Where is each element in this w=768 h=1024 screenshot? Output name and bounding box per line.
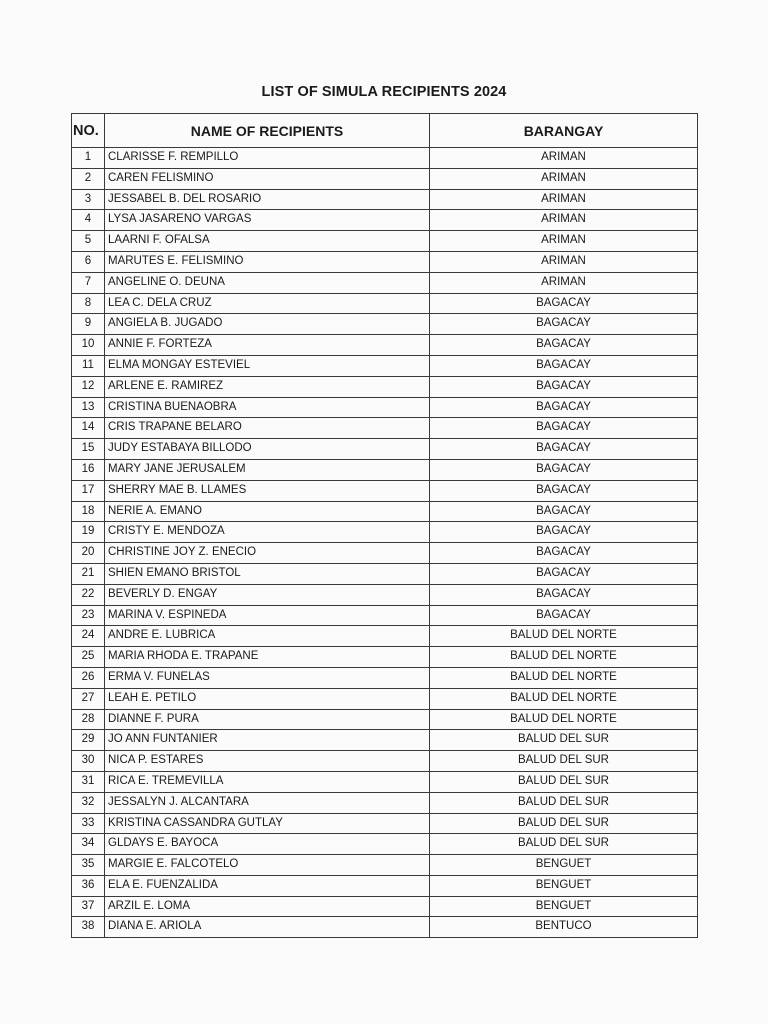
column-header-barangay: BARANGAY xyxy=(430,114,698,148)
row-number: 9 xyxy=(72,314,105,335)
recipient-name: MARGIE E. FALCOTELO xyxy=(105,855,430,876)
barangay-name: BALUD DEL NORTE xyxy=(430,667,698,688)
barangay-name: BAGACAY xyxy=(430,335,698,356)
table-row xyxy=(72,397,698,418)
table-body xyxy=(72,148,698,938)
barangay-name: ARIMAN xyxy=(430,189,698,210)
recipient-name: MARUTES E. FELISMINO xyxy=(105,251,430,272)
barangay-name: ARIMAN xyxy=(430,231,698,252)
barangay-name: BENGUET xyxy=(430,855,698,876)
table-row xyxy=(72,875,698,896)
barangay-name: ARIMAN xyxy=(430,272,698,293)
row-number: 35 xyxy=(72,855,105,876)
row-number: 31 xyxy=(72,771,105,792)
barangay-name: BAGACAY xyxy=(430,376,698,397)
row-number: 28 xyxy=(72,709,105,730)
barangay-name: BAGACAY xyxy=(430,397,698,418)
table-row xyxy=(72,647,698,668)
row-number: 12 xyxy=(72,376,105,397)
row-number: 16 xyxy=(72,459,105,480)
recipient-name: DIANA E. ARIOLA xyxy=(105,917,430,938)
row-number: 37 xyxy=(72,896,105,917)
table-row xyxy=(72,231,698,252)
barangay-name: ARIMAN xyxy=(430,148,698,169)
recipient-name: SHIEN EMANO BRISTOL xyxy=(105,563,430,584)
table-row xyxy=(72,563,698,584)
barangay-name: BENTUCO xyxy=(430,917,698,938)
recipient-name: ANGIELA B. JUGADO xyxy=(105,314,430,335)
table-row xyxy=(72,148,698,169)
row-number: 1 xyxy=(72,148,105,169)
recipient-name: CLARISSE F. REMPILLO xyxy=(105,148,430,169)
barangay-name: BAGACAY xyxy=(430,355,698,376)
barangay-name: BAGACAY xyxy=(430,418,698,439)
row-number: 26 xyxy=(72,667,105,688)
recipient-name: DIANNE F. PURA xyxy=(105,709,430,730)
row-number: 2 xyxy=(72,168,105,189)
table-row xyxy=(72,896,698,917)
recipient-name: BEVERLY D. ENGAY xyxy=(105,584,430,605)
table-row xyxy=(72,730,698,751)
table-row xyxy=(72,522,698,543)
table-row xyxy=(72,314,698,335)
recipient-name: MARIA RHODA E. TRAPANE xyxy=(105,647,430,668)
table-header xyxy=(72,114,698,148)
recipient-name: NICA P. ESTARES xyxy=(105,751,430,772)
row-number: 36 xyxy=(72,875,105,896)
row-number: 25 xyxy=(72,647,105,668)
table-row xyxy=(72,709,698,730)
row-number: 18 xyxy=(72,501,105,522)
table-row xyxy=(72,917,698,938)
barangay-name: BALUD DEL NORTE xyxy=(430,626,698,647)
recipient-name: KRISTINA CASSANDRA GUTLAY xyxy=(105,813,430,834)
column-header-name: NAME OF RECIPIENTS xyxy=(105,114,430,148)
barangay-name: ARIMAN xyxy=(430,210,698,231)
row-number: 7 xyxy=(72,272,105,293)
barangay-name: BALUD DEL SUR xyxy=(430,751,698,772)
recipient-name: NERIE A. EMANO xyxy=(105,501,430,522)
table-row xyxy=(72,834,698,855)
recipient-name: CRISTINA BUENAOBRA xyxy=(105,397,430,418)
row-number: 15 xyxy=(72,439,105,460)
barangay-name: BAGACAY xyxy=(430,439,698,460)
page-title: LIST OF SIMULA RECIPIENTS 2024 xyxy=(261,84,507,100)
recipient-name: MARINA V. ESPINEDA xyxy=(105,605,430,626)
row-number: 29 xyxy=(72,730,105,751)
recipient-name: LAARNI F. OFALSA xyxy=(105,231,430,252)
row-number: 10 xyxy=(72,335,105,356)
barangay-name: BALUD DEL SUR xyxy=(430,792,698,813)
table-row xyxy=(72,210,698,231)
table-row xyxy=(72,584,698,605)
recipient-name: ERMA V. FUNELAS xyxy=(105,667,430,688)
barangay-name: BAGACAY xyxy=(430,522,698,543)
barangay-name: BAGACAY xyxy=(430,584,698,605)
row-number: 6 xyxy=(72,251,105,272)
barangay-name: ARIMAN xyxy=(430,251,698,272)
row-number: 5 xyxy=(72,231,105,252)
recipient-name: JUDY ESTABAYA BILLODO xyxy=(105,439,430,460)
table-row xyxy=(72,272,698,293)
table-row xyxy=(72,335,698,356)
barangay-name: BAGACAY xyxy=(430,543,698,564)
table-row xyxy=(72,771,698,792)
table-row xyxy=(72,189,698,210)
barangay-name: BALUD DEL SUR xyxy=(430,834,698,855)
barangay-name: BAGACAY xyxy=(430,459,698,480)
recipient-name: CAREN FELISMINO xyxy=(105,168,430,189)
recipients-table xyxy=(71,113,698,938)
barangay-name: BALUD DEL NORTE xyxy=(430,709,698,730)
row-number: 13 xyxy=(72,397,105,418)
table-row xyxy=(72,251,698,272)
recipient-name: CRISTY E. MENDOZA xyxy=(105,522,430,543)
recipient-name: JESSALYN J. ALCANTARA xyxy=(105,792,430,813)
row-number: 33 xyxy=(72,813,105,834)
recipient-name: ARZIL E. LOMA xyxy=(105,896,430,917)
recipient-name: LEA C. DELA CRUZ xyxy=(105,293,430,314)
recipient-name: ANGELINE O. DEUNA xyxy=(105,272,430,293)
row-number: 23 xyxy=(72,605,105,626)
recipient-name: ELA E. FUENZALIDA xyxy=(105,875,430,896)
recipient-name: LEAH E. PETILO xyxy=(105,688,430,709)
header-row xyxy=(72,114,698,148)
table-row xyxy=(72,418,698,439)
table-row xyxy=(72,501,698,522)
row-number: 21 xyxy=(72,563,105,584)
table-row xyxy=(72,813,698,834)
recipient-name: CRIS TRAPANE BELARO xyxy=(105,418,430,439)
row-number: 4 xyxy=(72,210,105,231)
barangay-name: BENGUET xyxy=(430,875,698,896)
table-row xyxy=(72,792,698,813)
table-row xyxy=(72,355,698,376)
table-row xyxy=(72,376,698,397)
row-number: 34 xyxy=(72,834,105,855)
row-number: 20 xyxy=(72,543,105,564)
barangay-name: BAGACAY xyxy=(430,605,698,626)
recipient-name: ARLENE E. RAMIREZ xyxy=(105,376,430,397)
barangay-name: BAGACAY xyxy=(430,314,698,335)
row-number: 8 xyxy=(72,293,105,314)
barangay-name: BAGACAY xyxy=(430,563,698,584)
table-row xyxy=(72,605,698,626)
recipient-name: ANNIE F. FORTEZA xyxy=(105,335,430,356)
table-row xyxy=(72,667,698,688)
table-row xyxy=(72,688,698,709)
table-row xyxy=(72,293,698,314)
table-row xyxy=(72,751,698,772)
table-row xyxy=(72,480,698,501)
barangay-name: ARIMAN xyxy=(430,168,698,189)
row-number: 38 xyxy=(72,917,105,938)
recipient-name: GLDAYS E. BAYOCA xyxy=(105,834,430,855)
table-row xyxy=(72,543,698,564)
barangay-name: BAGACAY xyxy=(430,293,698,314)
barangay-name: BAGACAY xyxy=(430,480,698,501)
table-row xyxy=(72,855,698,876)
recipient-name: ANDRE E. LUBRICA xyxy=(105,626,430,647)
row-number: 32 xyxy=(72,792,105,813)
recipient-name: CHRISTINE JOY Z. ENECIO xyxy=(105,543,430,564)
row-number: 17 xyxy=(72,480,105,501)
recipient-name: JESSABEL B. DEL ROSARIO xyxy=(105,189,430,210)
recipient-name: SHERRY MAE B. LLAMES xyxy=(105,480,430,501)
row-number: 22 xyxy=(72,584,105,605)
table-row xyxy=(72,168,698,189)
barangay-name: BALUD DEL SUR xyxy=(430,813,698,834)
row-number: 3 xyxy=(72,189,105,210)
row-number: 27 xyxy=(72,688,105,709)
recipient-name: ELMA MONGAY ESTEVIEL xyxy=(105,355,430,376)
barangay-name: BALUD DEL NORTE xyxy=(430,688,698,709)
recipient-name: JO ANN FUNTANIER xyxy=(105,730,430,751)
row-number: 30 xyxy=(72,751,105,772)
row-number: 11 xyxy=(72,355,105,376)
barangay-name: BENGUET xyxy=(430,896,698,917)
recipient-name: MARY JANE JERUSALEM xyxy=(105,459,430,480)
recipient-name: LYSA JASARENO VARGAS xyxy=(105,210,430,231)
row-number: 24 xyxy=(72,626,105,647)
barangay-name: BALUD DEL SUR xyxy=(430,771,698,792)
barangay-name: BALUD DEL SUR xyxy=(430,730,698,751)
table-row xyxy=(72,439,698,460)
recipient-name: RICA E. TREMEVILLA xyxy=(105,771,430,792)
barangay-name: BAGACAY xyxy=(430,501,698,522)
table-row xyxy=(72,459,698,480)
column-header-no: NO. xyxy=(72,114,105,148)
barangay-name: BALUD DEL NORTE xyxy=(430,647,698,668)
row-number: 14 xyxy=(72,418,105,439)
table-row xyxy=(72,626,698,647)
row-number: 19 xyxy=(72,522,105,543)
